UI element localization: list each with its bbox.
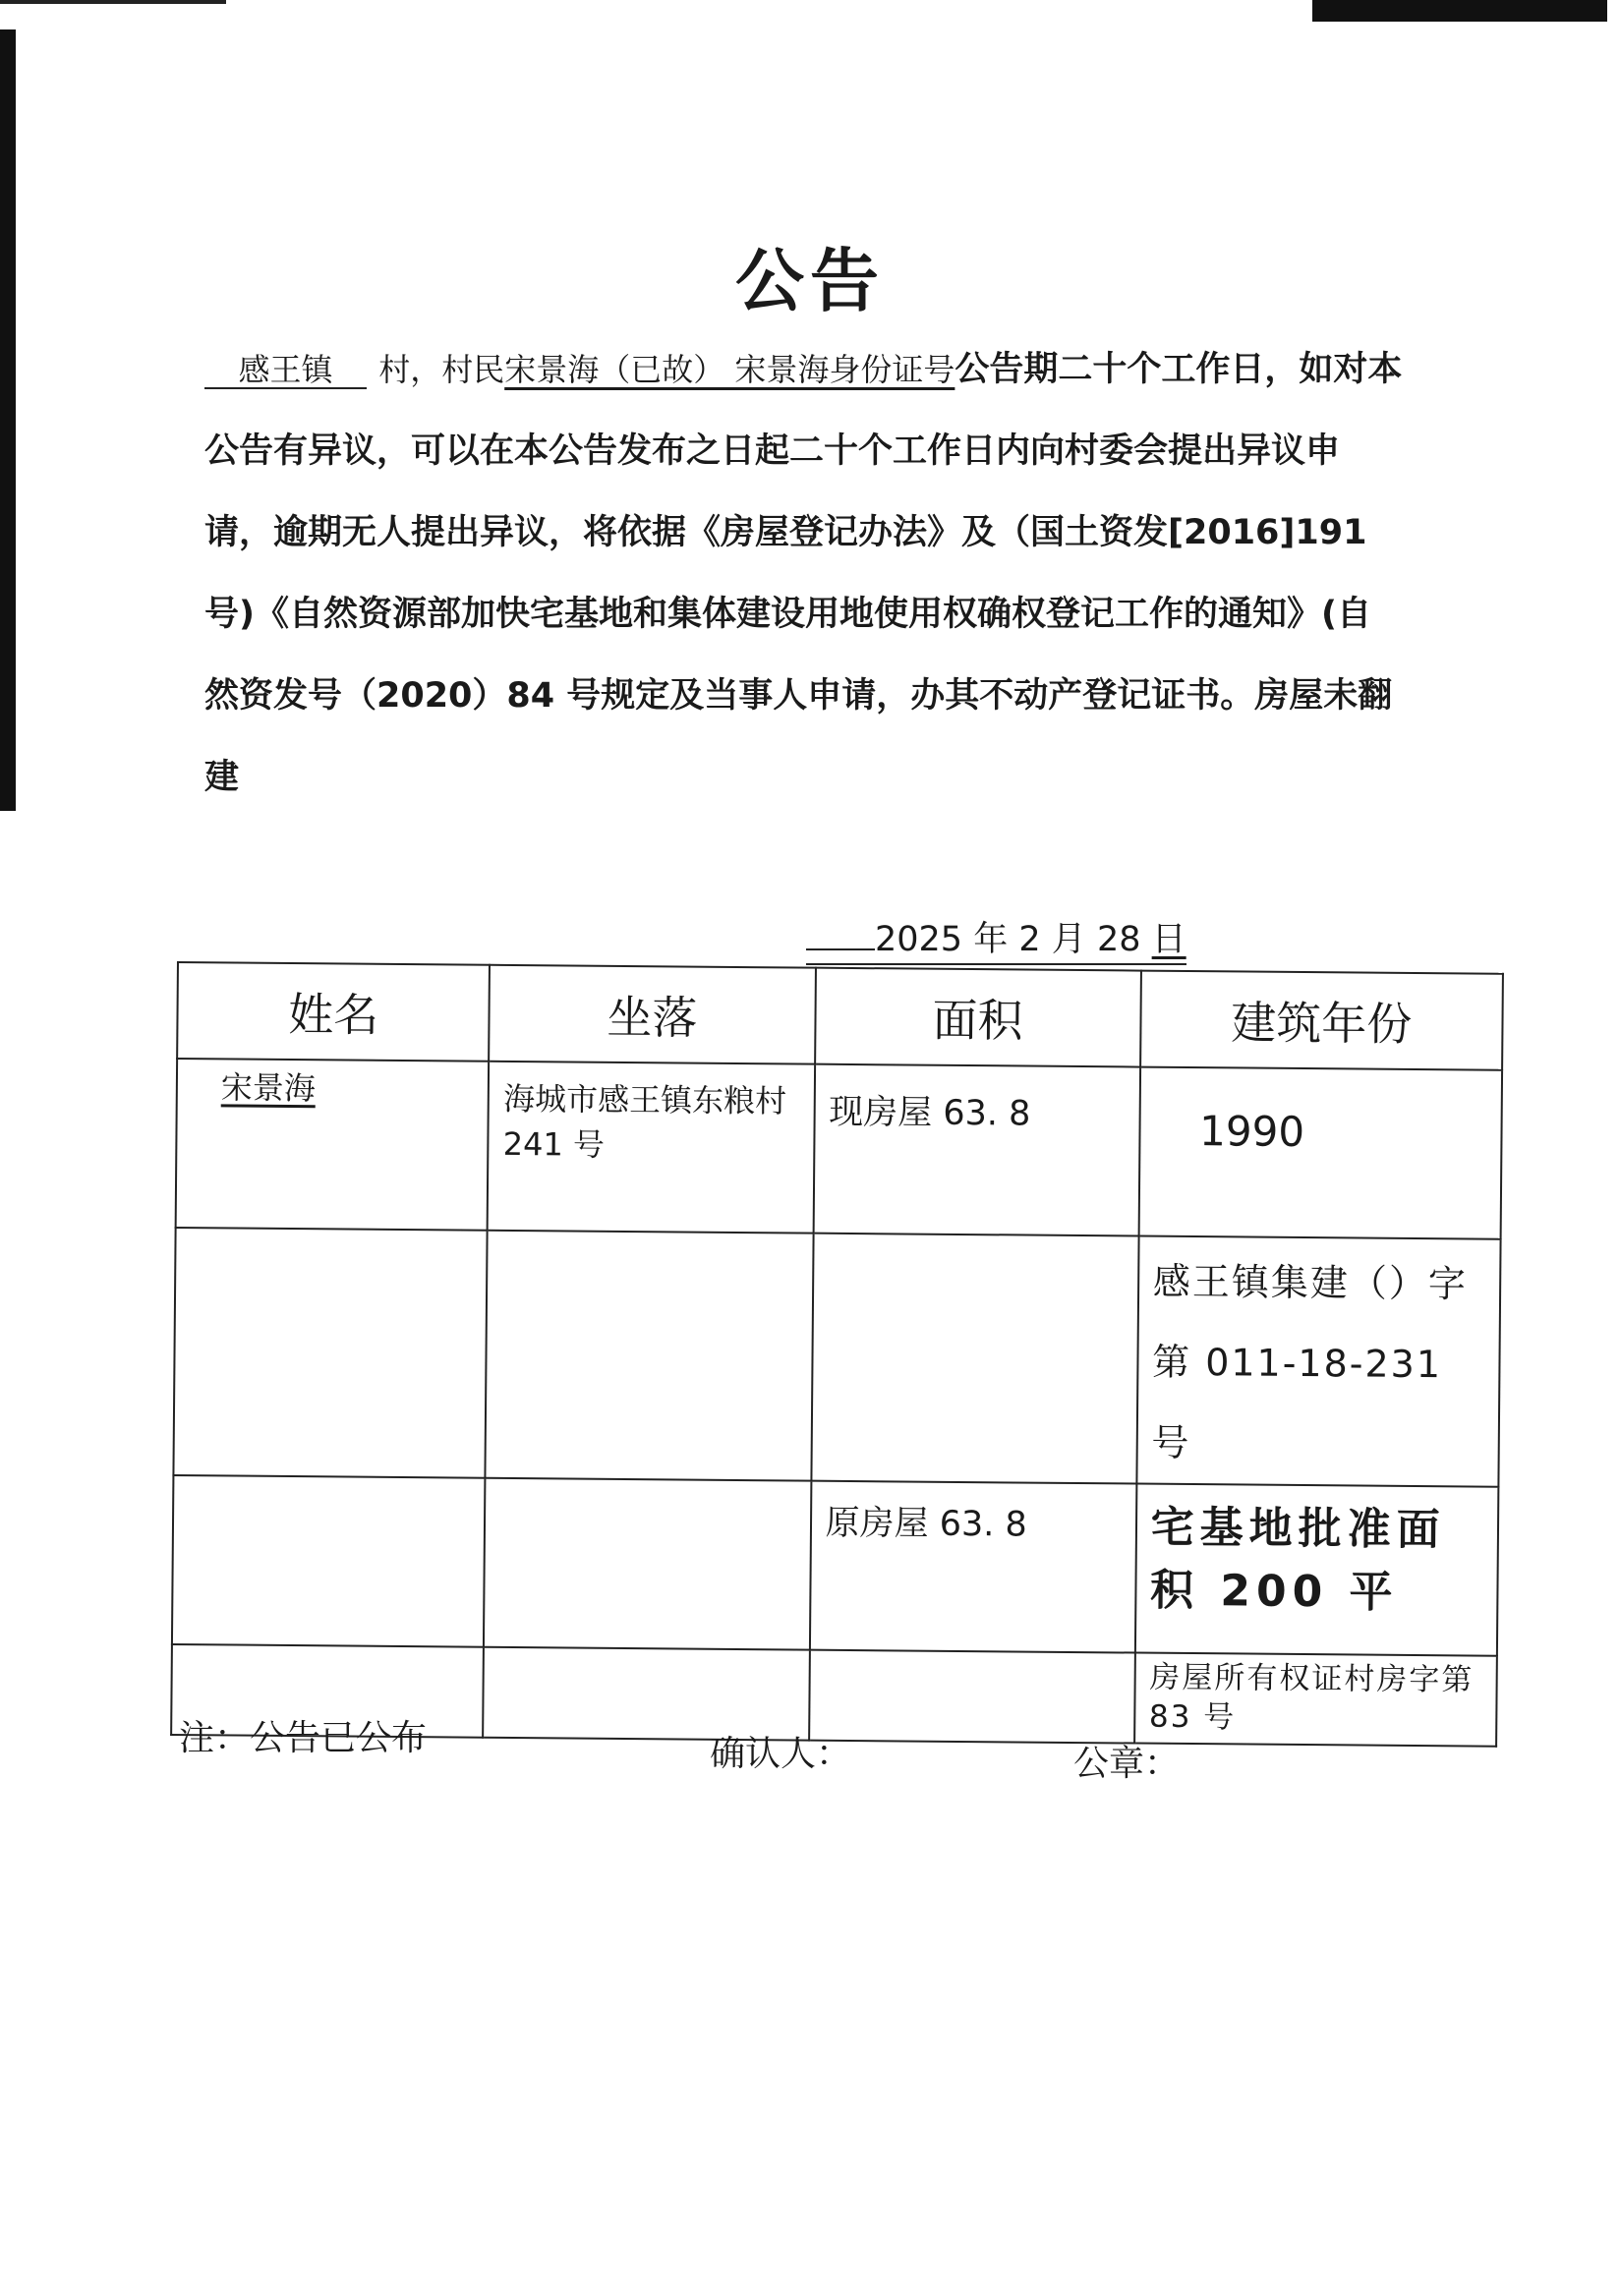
table-cell [813,1064,1140,1236]
cell-owner-name: 宋景海 [220,1068,317,1108]
table-cell [811,1234,1138,1484]
table-row [176,1059,1502,1239]
header-build-year: 建筑年份 [1140,971,1503,1070]
body-line-6: 建 [204,758,240,797]
body-line-3: 请，逾期无人提出异议，将依据《房屋登记办法》及（国土资发[2016]191 [204,513,1367,552]
cell-original-area: 原房屋 63. 8 [825,1503,1027,1545]
table-header-row [177,962,1503,1070]
footer-seal: 公章： [1073,1744,1181,1784]
table-cell [484,1478,811,1650]
table-cell [172,1475,486,1647]
cell-approved-area: 宅基地批准面积 200 平 [1149,1502,1446,1618]
line1-rest: 公告期二十个工作日，如对本 [955,350,1403,389]
body-line-5: 然资发号（2020）84 号规定及当事人申请，办其不动产登记证书。房屋未翻 [204,676,1393,716]
body-line-1 [204,329,1482,411]
cell-location: 海城市感王镇东粮村 241 号 [502,1079,787,1164]
body-line-2: 公告有异议，可以在本公告发布之日起二十个工作日内向村委会提出异议申 [204,431,1341,471]
village-text: 村，村民 [378,351,505,388]
table-cell [1134,1653,1497,1747]
table-cell [173,1228,488,1478]
town-fill: 感王镇 [204,353,367,389]
date-year: 2025 [875,920,963,959]
footer-note: 注：公告已公布 [179,1718,428,1758]
header-name: 姓名 [177,962,490,1062]
date-nian: 年 [973,920,1009,959]
table-cell [1136,1236,1501,1487]
table-cell [1135,1484,1499,1656]
notice-title: 公告 [735,241,885,321]
date-day: 28 [1096,920,1141,959]
notice-date [806,912,1186,961]
header-area: 面积 [815,968,1141,1067]
table-cell [809,1481,1136,1653]
table-cell [1138,1067,1502,1239]
table-cell [176,1059,490,1231]
cell-collective-cert: 感王镇集建（）字第 011-18-231 号 [1151,1259,1469,1465]
footer-confirmer: 确认人： [710,1734,852,1774]
scan-edge-top-right [1312,0,1607,22]
property-table [170,961,1504,1748]
date-underline [806,948,875,950]
cell-current-area: 现房屋 63. 8 [829,1092,1031,1134]
cell-build-year: 1990 [1198,1107,1305,1157]
notice-body [204,329,1482,819]
body-line-4: 号)《自然资源部加快宅基地和集体建设用地使用权确权登记工作的通知》(自 [204,595,1371,634]
table-cell [486,1231,813,1481]
scan-edge-top [0,0,226,4]
table-row [172,1475,1498,1656]
table-cell [488,1062,815,1234]
date-month: 2 [1018,920,1041,959]
header-location: 坐落 [489,965,815,1064]
table-cell [809,1650,1135,1744]
table-row [173,1228,1500,1487]
scan-edge-left [0,29,16,811]
villager-fill: 宋景海（已故） 宋景海身份证号 [504,351,955,388]
cell-ownership-cert: 房屋所有权证村房字第 83 号 [1148,1659,1475,1736]
date-ri: 日 [1151,920,1186,959]
date-yue: 月 [1051,920,1086,959]
